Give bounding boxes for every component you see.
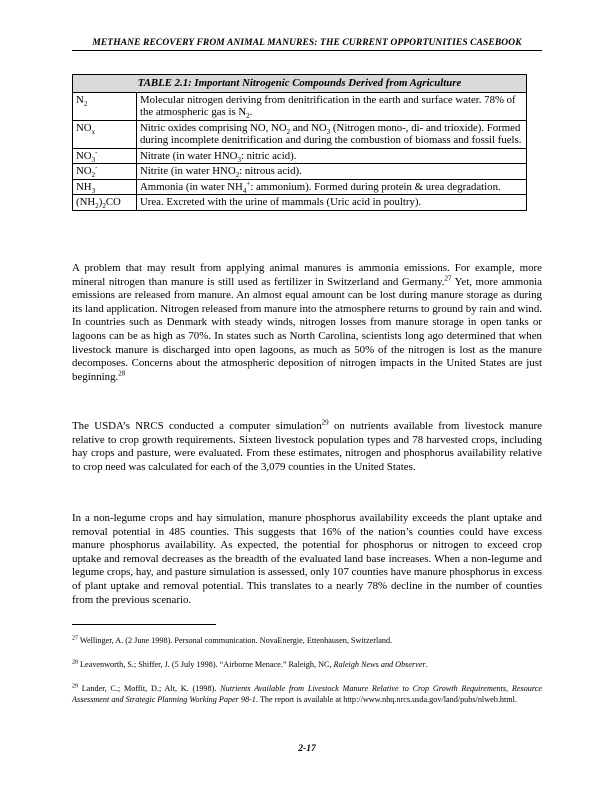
compound-cell: $NH_3$	[73, 179, 137, 195]
page-number: 2-17	[298, 744, 316, 754]
description-cell: Urea. Excreted with the urine of mammals (Uric acid in poultry).	[137, 195, 527, 211]
compound-cell: $NO_2^-$	[73, 164, 137, 180]
footnote-27: $^{27}$ Wellinger, A. (2 June 1998). Personal communication. NovaEnergie, Ettenhausen, Switzerland.	[72, 635, 393, 645]
compound-cell: $NO_x$	[73, 120, 137, 148]
description-cell: Ammonia (in water $NH_4^+$: ammonium). Formed during protein & urea degradation.	[137, 179, 527, 195]
table-row	[73, 179, 527, 195]
running-header: METHANE RECOVERY FROM ANIMAL MANURES: THE CURRENT OPPORTUNITIES CASEBOOK	[92, 38, 522, 48]
compound-cell: $NO_3^-$	[73, 148, 137, 164]
description-cell: Molecular nitrogen deriving from denitrification in the earth and surface water. 78% of the atmospheric gas is $N_2$.	[137, 92, 527, 120]
paragraph-phosphorus: In a non-legume crops and hay simulation, manure phosphorus availability exceeds the plant uptake and removal potential in 485 counties. This suggests that 16% of the nation’s counties could have excess manure phosphorus availability. As expected, the potential for phosphorus or nitrogen to exceed crop uptake and removal decreases as the breadth of the evaluated land base increases. When a non-legume and legume crops, hay, and pasture simulation is assessed, only 107 counties have manure phosphorus in excess of plant uptake and removal potential. This translates to a nearly 78% decline in the number of counties from the previous scenario.	[72, 512, 542, 606]
table-row	[73, 120, 527, 148]
footnote-29: $^{29}$ Lander, C.; Moffit, D.; Alt, K. (1998). Nutrients Available from Livestock Manure Relative to Crop Growth Requirements, Resource Assessment and Strategic Planning Working Paper 98-1. The report is available at http://www.nhq.nrcs.usda.gov/land/pubs/nlweb.html.	[72, 683, 543, 704]
description-cell: Nitrite (in water $HNO_2$: nitrous acid).	[137, 164, 527, 180]
paragraph-nrcs-simulation: The USDA’s NRCS conducted a computer simulation$^{29}$ on nutrients available from livestock manure relative to crop growth requirements. Sixteen livestock population types and 78 harvested crops, including hay crops and pasture, were evaluated. From these estimates, nitrogen and phosphorus availability relative to crop need was calculated for each of the 3,079 counties in the United States.	[72, 418, 542, 473]
footnote-ref-28: 28	[118, 369, 126, 378]
table-caption: TABLE 2.1: Important Nitrogenic Compounds Derived from Agriculture	[73, 75, 527, 93]
description-cell: Nitric oxides comprising NO, $NO_2$ and $NO_3$ (Nitrogen mono-, di- and trioxide). Formed during incomplete denitrification and during the combustion of biomass and fossil fuels.	[137, 120, 527, 148]
footnote-rule	[72, 624, 216, 625]
header-rule	[72, 50, 542, 51]
compound-cell: $N_2$	[73, 92, 137, 120]
table-row	[73, 164, 527, 180]
table-row	[73, 92, 527, 120]
paragraph-ammonia: A problem that may result from applying animal manures is ammonia emissions. For example, more mineral nitrogen than manure is still used as fertilizer in Switzerland and Germany.$^{27}$ Yet, more ammonia emissions are released from manure. An almost equal amount can be lost during manure storage as during its land application. Nitrogen released from manure into the atmosphere returns to ground by rain and wind. In countries such as Denmark with steady winds, nitrogen losses from manure storage in open tanks or lagoons can be as high as 70%. In states such as North Carolina, scientists long ago determined that when livestock manure is discharged into open lagoons, as much as 50% of the nitrogen is lost as the manure decomposes. Concerns about the atmospheric deposition of nitrogen impacts in the United States are just beginning.$^{28}$	[72, 262, 542, 383]
footnote-28: $^{28}$ Leavenworth, S.; Shiffer, J. (5 July 1998). “Airborne Menace.” Raleigh, NC, Raleigh News and Observer.	[72, 659, 428, 669]
footnote-ref-27: 27	[444, 273, 452, 282]
description-cell: Nitrate (in water $HNO_3$: nitric acid).	[137, 148, 527, 164]
compound-cell: $(NH_2)_2CO$	[73, 195, 137, 211]
nitrogen-compounds-table	[72, 74, 527, 211]
table-row	[73, 148, 527, 164]
footnote-ref-29: 29	[321, 418, 329, 427]
table-row	[73, 195, 527, 211]
